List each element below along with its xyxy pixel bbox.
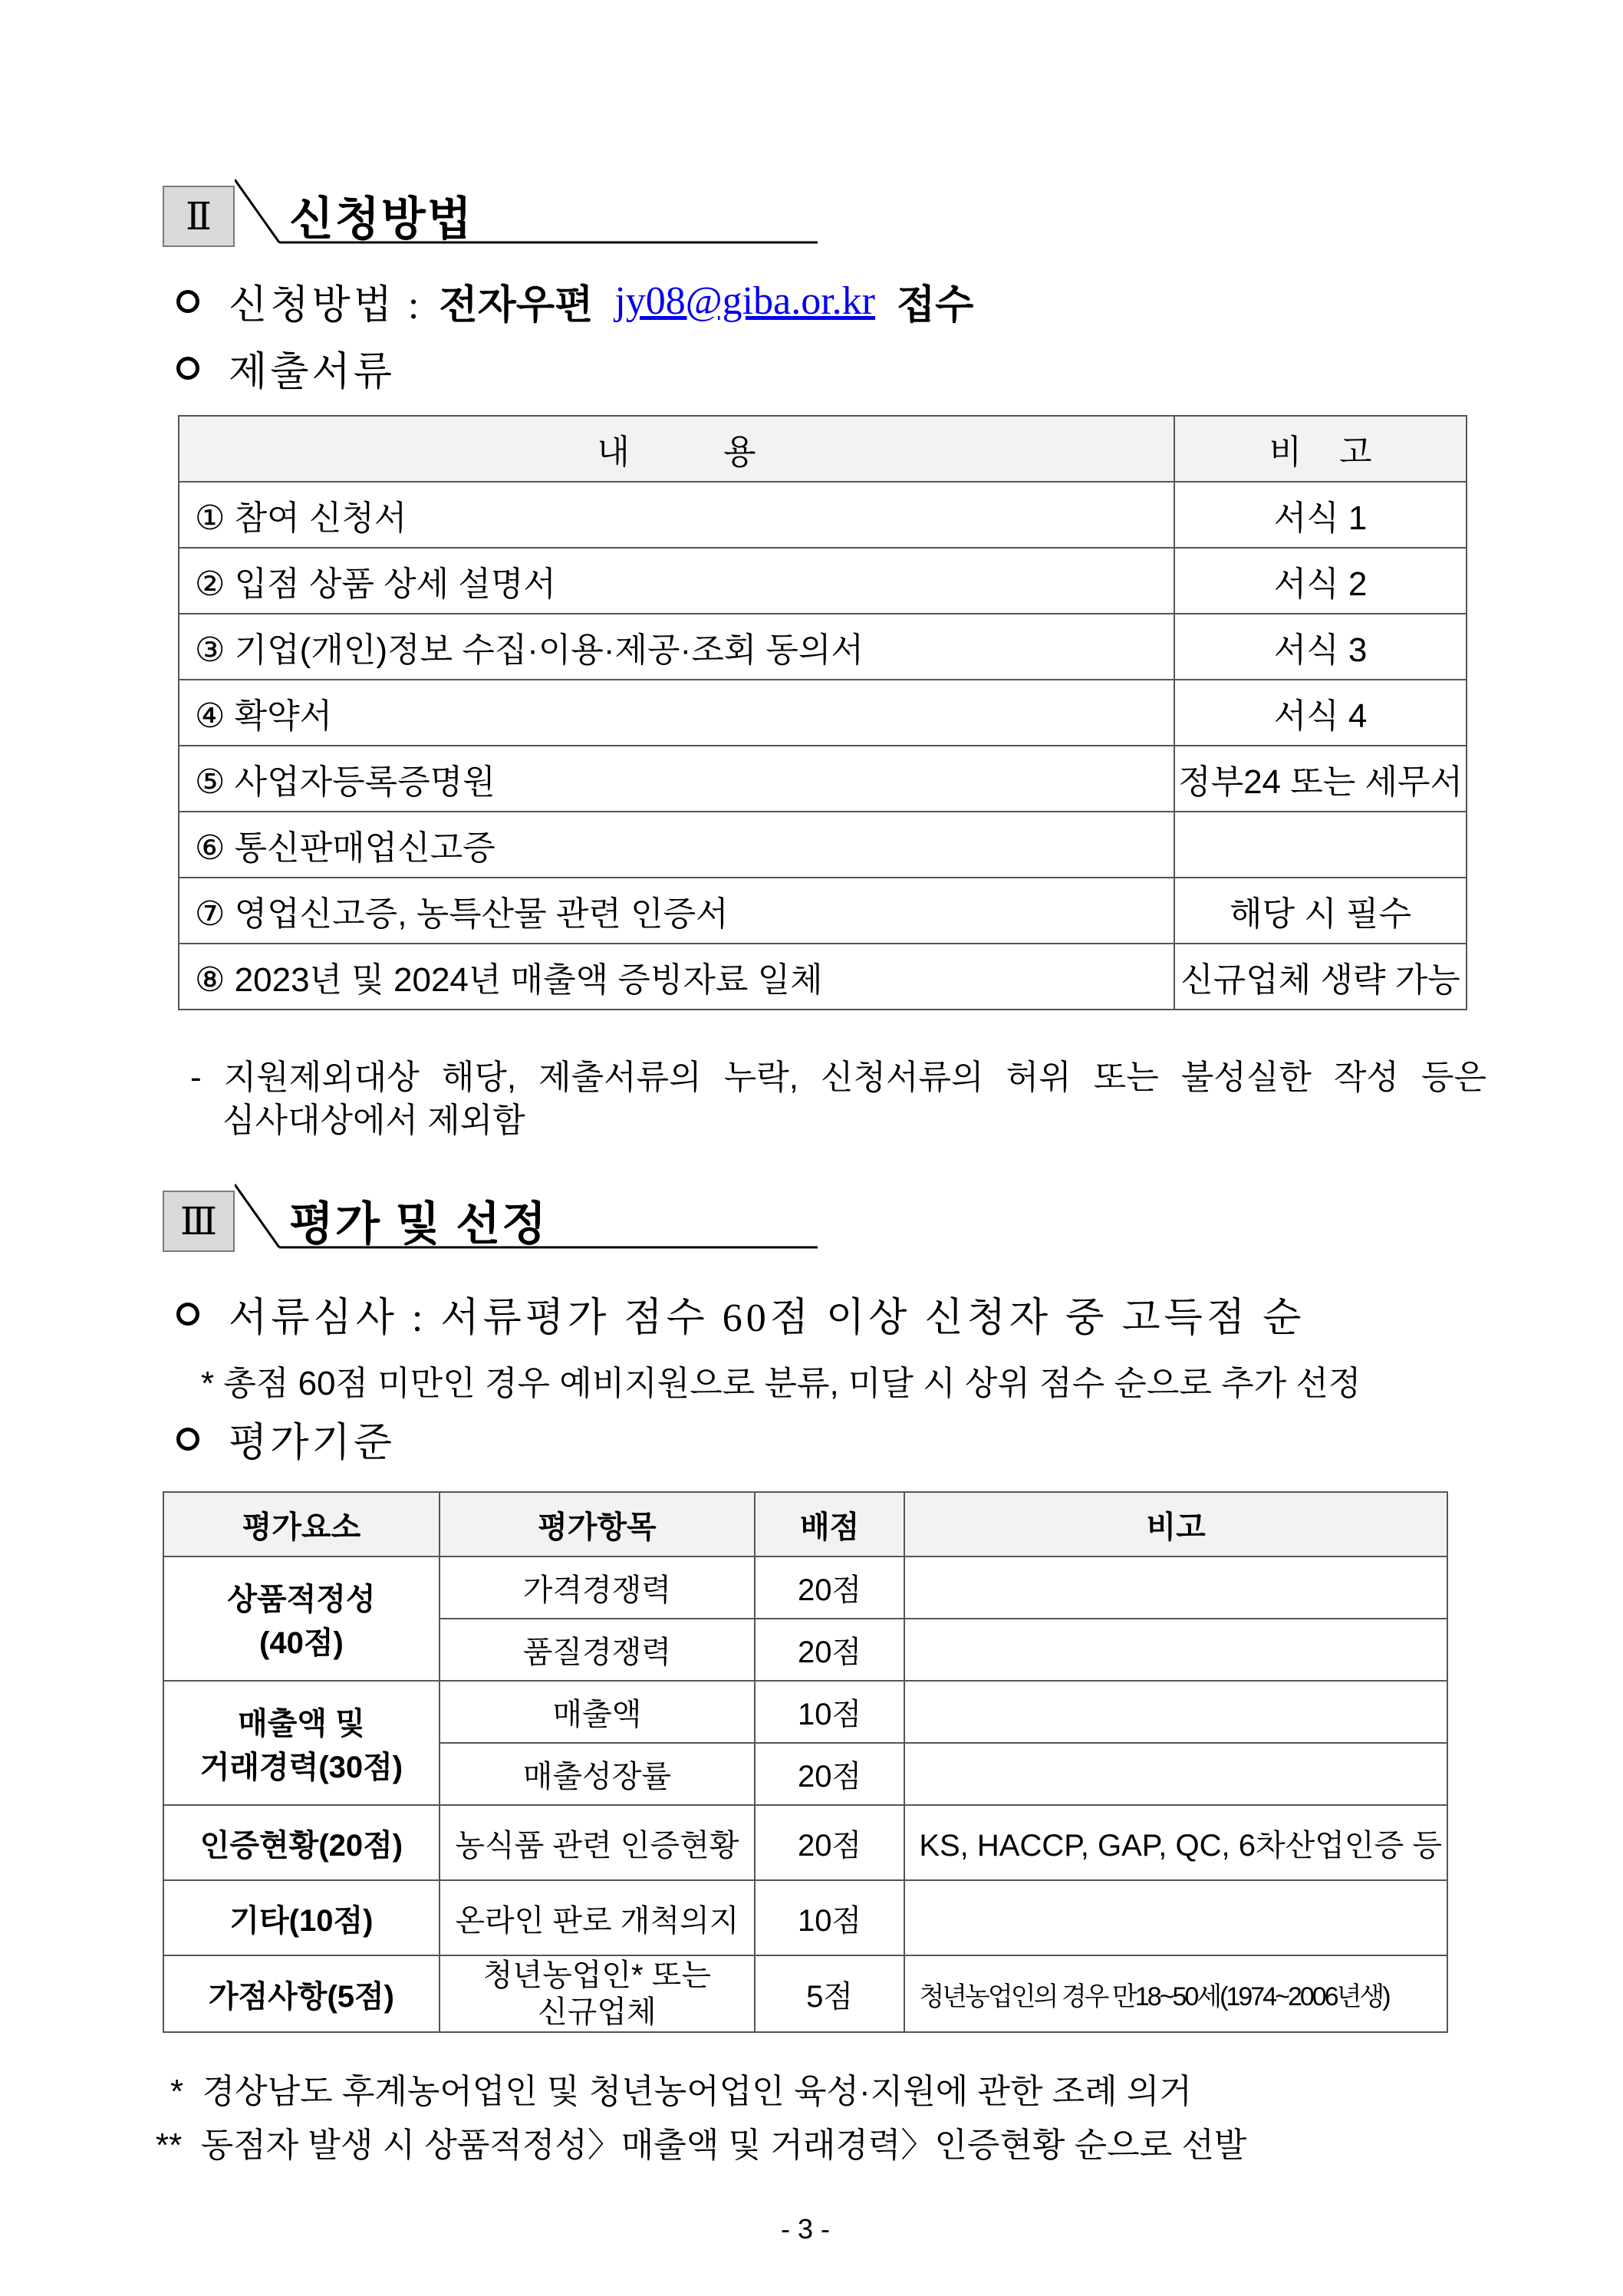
remark-cell: 청년농업인의 경우 만18~50세(1974~2006년생) — [904, 1955, 1447, 2032]
docs-heading — [176, 339, 395, 397]
remark-cell — [904, 1556, 1447, 1619]
documents-table — [178, 415, 1467, 1010]
doc-remark: 정부24 또는 세무서 — [1174, 746, 1467, 812]
method-bold: 전자우편 — [439, 283, 594, 328]
score-cell: 5점 — [755, 1955, 904, 2032]
docs-label: 제출서류 — [229, 351, 395, 394]
doc-remark: 서식 4 — [1174, 680, 1467, 746]
doc-remark: 서식 2 — [1174, 548, 1467, 614]
header-content: 내 용 — [179, 416, 1174, 482]
email-link[interactable]: jy08@giba.or.kr — [614, 279, 875, 323]
table-row — [179, 680, 1467, 746]
doc-remark: 신규업체 생략 가능 — [1174, 944, 1467, 1010]
doc-name: ② 입점 상품 상세 설명서 — [179, 548, 1174, 614]
bullet-circle-icon — [176, 290, 199, 313]
element-cell: 기타(10점) — [163, 1880, 439, 1955]
header-element: 평가요소 — [163, 1492, 439, 1556]
table-row — [179, 548, 1467, 614]
evaluation-table — [163, 1491, 1448, 2033]
method-suffix: 접수 — [896, 283, 974, 328]
doc-remark: 해당 시 필수 — [1174, 878, 1467, 944]
item-cell: 품질경쟁력 — [439, 1619, 755, 1681]
screening-note: * 총점 60점 미만인 경우 예비지원으로 분류, 미달 시 상위 점수 순으로 추가 선정 — [201, 1365, 1361, 1402]
element-cell — [163, 1681, 439, 1805]
table-row — [163, 1880, 1447, 1955]
page-number: - 3 - — [781, 2213, 831, 2245]
footnote-1: * 경상남도 후계농어업인 및 청년농어업인 육성·지원에 관한 조례 의거 — [170, 2073, 1192, 2110]
score-cell: 20점 — [755, 1619, 904, 1681]
exclusion-note-line2: 심사대상에서 제외함 — [222, 1102, 525, 1139]
score-cell: 20점 — [755, 1805, 904, 1880]
element-line: 상품적정성 — [227, 1583, 376, 1616]
screening-text: 서류심사 : 서류평가 점수 60점 이상 신청자 중 고득점 순 — [229, 1296, 1305, 1340]
table-row — [179, 944, 1467, 1010]
criteria-heading — [176, 1410, 395, 1468]
item-cell: 매출액 — [439, 1681, 755, 1743]
table-row — [179, 746, 1467, 812]
doc-name: ④ 확약서 — [179, 680, 1174, 746]
element-line: 매출액 및 — [238, 1707, 365, 1741]
table-row — [163, 1805, 1447, 1880]
header-item: 평가항목 — [439, 1492, 755, 1556]
doc-name: ⑦ 영업신고증, 농특산물 관련 인증서 — [179, 878, 1174, 944]
doc-name: ⑧ 2023년 및 2024년 매출액 증빙자료 일체 — [179, 944, 1174, 1010]
score-cell: 20점 — [755, 1556, 904, 1619]
doc-name: ① 참여 신청서 — [179, 482, 1174, 548]
bullet-circle-icon — [176, 357, 199, 380]
doc-remark: 서식 3 — [1174, 614, 1467, 680]
doc-name: ⑤ 사업자등록증명원 — [179, 746, 1174, 812]
remark-cell: KS, HACCP, GAP, QC, 6차산업인증 등 — [904, 1805, 1447, 1880]
table-row — [163, 1681, 1447, 1743]
table-row — [179, 482, 1467, 548]
score-cell: 10점 — [755, 1681, 904, 1743]
method-line — [176, 272, 973, 330]
section-number: Ⅲ — [163, 1191, 235, 1252]
table-row — [163, 1556, 1447, 1619]
doc-name: ⑥ 통신판매업신고증 — [179, 812, 1174, 878]
screening-line — [176, 1285, 1305, 1342]
table-header-row — [179, 416, 1467, 482]
remark-cell — [904, 1681, 1447, 1743]
footnote-2: ** 동점자 발생 시 상품적정성〉매출액 및 거래경력〉인증현황 순으로 선발 — [156, 2126, 1247, 2164]
section-2-header — [163, 173, 746, 258]
table-row — [179, 614, 1467, 680]
element-cell: 인증현황(20점) — [163, 1805, 439, 1880]
table-header-row — [163, 1492, 1447, 1556]
item-cell: 농식품 관련 인증현황 — [439, 1805, 755, 1880]
doc-remark: 서식 1 — [1174, 482, 1467, 548]
remark-cell — [904, 1880, 1447, 1955]
header-score: 배점 — [755, 1492, 904, 1556]
element-line: (40점) — [259, 1626, 344, 1660]
bullet-circle-icon — [176, 1428, 199, 1451]
remark-cell — [904, 1743, 1447, 1805]
section-3-header — [163, 1178, 746, 1263]
doc-remark — [1174, 812, 1467, 878]
header-remark: 비 고 — [1174, 416, 1467, 482]
item-cell: 온라인 판로 개척의지 — [439, 1880, 755, 1955]
section-number: Ⅱ — [163, 186, 235, 247]
doc-name: ③ 기업(개인)정보 수집·이용·제공·조회 동의서 — [179, 614, 1174, 680]
item-cell: 가격경쟁력 — [439, 1556, 755, 1619]
item-cell: 매출성장률 — [439, 1743, 755, 1805]
table-row — [163, 1955, 1447, 2032]
header-remark: 비고 — [904, 1492, 1447, 1556]
score-cell: 10점 — [755, 1880, 904, 1955]
criteria-label: 평가기준 — [229, 1421, 395, 1465]
method-label: 신청방법 : — [229, 284, 423, 328]
element-cell: 가점사항(5점) — [163, 1955, 439, 2032]
element-line: 거래경력(30점) — [199, 1751, 403, 1784]
element-cell — [163, 1556, 439, 1681]
remark-cell — [904, 1619, 1447, 1681]
table-row — [179, 878, 1467, 944]
exclusion-note-line1: - 지원제외대상 해당, 제출서류의 누락, 신청서류의 허위 또는 불성실한 작성 등은 — [190, 1059, 1486, 1096]
score-cell: 20점 — [755, 1743, 904, 1805]
section-title: 평가 및 선정 — [289, 1198, 548, 1250]
section-title: 신청방법 — [289, 193, 473, 245]
table-row — [179, 812, 1467, 878]
item-cell: 청년농업인* 또는 신규업체 — [439, 1955, 755, 2032]
bullet-circle-icon — [176, 1303, 199, 1326]
